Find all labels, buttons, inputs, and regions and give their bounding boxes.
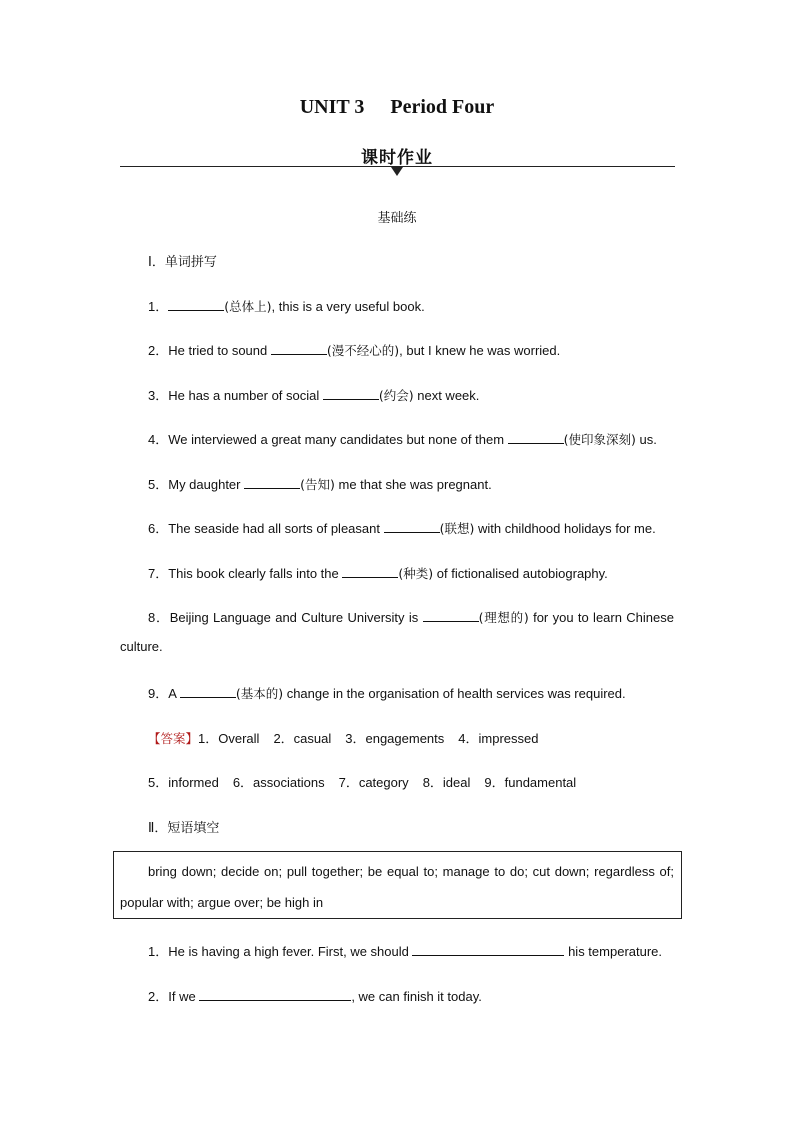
question-2 <box>148 340 560 359</box>
question-number: 2． <box>148 989 169 1004</box>
question-5 <box>148 474 492 493</box>
answer-item: 5．informed <box>148 775 219 790</box>
question-text: My daughter <box>168 477 245 492</box>
phrase-question-2 <box>148 986 482 1005</box>
hint: (种类) <box>398 566 434 581</box>
answer-item: 9．fundamental <box>484 775 577 790</box>
question-text: He has a number of social <box>168 388 323 403</box>
question-text: He is having a high fever. First, we should <box>168 944 413 959</box>
answer-item: 4．impressed <box>458 731 539 746</box>
answer-blank[interactable] <box>508 432 564 444</box>
question-text: us. <box>635 432 657 447</box>
answer-line-1 <box>148 728 552 747</box>
question-text: This book clearly falls into the <box>168 566 343 581</box>
answer-line-2 <box>148 772 590 791</box>
question-3 <box>148 385 479 404</box>
answer-item: 6．associations <box>232 775 325 790</box>
question-text: A <box>168 686 180 701</box>
question-text: for you to learn Chinese <box>528 610 674 625</box>
answer-item: 7．category <box>338 775 409 790</box>
question-text: of fictionalised autobiography. <box>433 566 608 581</box>
question-text: with childhood holidays for me. <box>474 521 656 536</box>
question-9 <box>148 683 626 702</box>
answer-blank[interactable] <box>323 388 379 400</box>
answer-blank[interactable] <box>412 944 564 956</box>
section-title: 基础练 <box>377 211 417 226</box>
question-text: We interviewed a great many candidates but none of them <box>168 432 508 447</box>
question-8 <box>148 607 674 626</box>
question-number: 8． <box>148 610 170 625</box>
page-title <box>0 96 794 119</box>
hint: (基本的) <box>235 686 284 701</box>
question-7 <box>148 563 608 582</box>
question-1 <box>148 296 425 315</box>
answer-blank[interactable] <box>423 610 479 622</box>
answer-blank[interactable] <box>271 343 327 355</box>
question-text: , this is a very useful book. <box>271 299 425 314</box>
hint: (联想) <box>439 521 475 536</box>
hint: (理想的) <box>478 610 529 625</box>
question-8-continuation: culture. <box>120 639 163 654</box>
question-text: next week. <box>413 388 480 403</box>
answer-blank[interactable] <box>199 989 351 1001</box>
hint: (总体上) <box>224 299 272 314</box>
answer-blank[interactable] <box>342 566 398 578</box>
question-text: his temperature. <box>564 944 663 959</box>
question-number: 5． <box>148 477 169 492</box>
question-number: 1． <box>148 944 169 959</box>
phrase-list-line-1: bring down; decide on; pull together; be equal to; manage to do; cut down; regardless of; <box>148 864 674 879</box>
question-text: , but I knew he was worried. <box>399 343 561 358</box>
answer-blank[interactable] <box>244 477 300 489</box>
divider-triangle-icon <box>391 167 403 176</box>
question-text: The seaside had all sorts of pleasant <box>168 521 384 536</box>
question-number: 7． <box>148 566 169 581</box>
question-number: 4． <box>148 432 169 447</box>
answer-blank[interactable] <box>384 521 440 533</box>
question-text: He tried to sound <box>168 343 271 358</box>
hint: (漫不经心的) <box>326 343 400 358</box>
answer-label: 【答案】 <box>148 731 199 746</box>
title-unit: UNIT 3 <box>299 96 365 118</box>
question-text: change in the organisation of health services was required. <box>283 686 626 701</box>
question-text: , we can finish it today. <box>351 989 482 1004</box>
question-text: If we <box>168 989 200 1004</box>
question-text: Beijing Language and Culture University is <box>169 610 423 625</box>
question-text: me that she was pregnant. <box>334 477 492 492</box>
question-number: 3． <box>148 388 169 403</box>
title-period: Period Four <box>390 96 495 118</box>
answer-item: 2．casual <box>273 731 332 746</box>
part1-heading: Ⅰ．单词拼写 <box>148 255 217 270</box>
question-number: 6． <box>148 521 169 536</box>
phrase-question-1 <box>148 941 662 960</box>
answer-item: 3．engagements <box>345 731 445 746</box>
answer-item: 1．Overall <box>198 731 260 746</box>
phrase-list-line-2: popular with; argue over; be high in <box>120 895 324 910</box>
hint: (使印象深刻) <box>563 432 636 447</box>
part2-heading: Ⅱ．短语填空 <box>148 821 220 836</box>
question-number: 2． <box>148 343 169 358</box>
question-number: 9． <box>148 686 169 701</box>
phrase-box <box>113 851 682 919</box>
answer-item: 8．ideal <box>422 775 471 790</box>
question-6 <box>148 518 656 537</box>
question-4 <box>148 429 657 448</box>
answer-blank[interactable] <box>168 299 224 311</box>
page-subtitle: 课时作业 <box>361 148 433 168</box>
question-number: 1． <box>148 299 169 314</box>
hint: (告知) <box>300 477 335 492</box>
answer-blank[interactable] <box>180 686 236 698</box>
hint: (约会) <box>378 388 414 403</box>
